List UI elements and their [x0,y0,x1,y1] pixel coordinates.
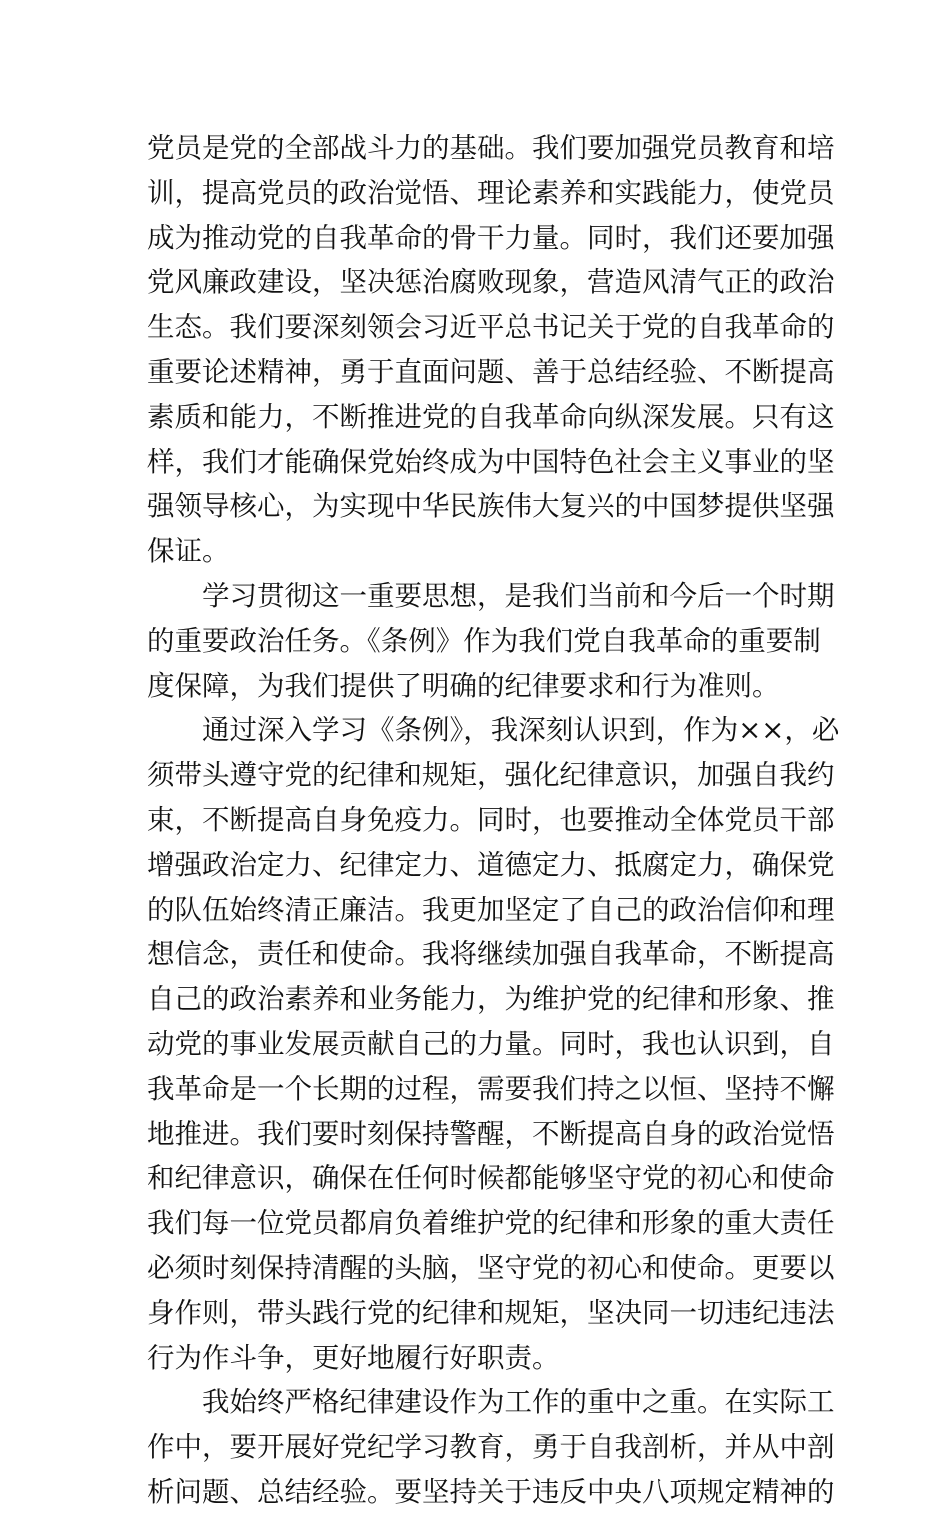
body-text [147,126,840,1515]
text-line: 的队伍始终清正廉洁。我更加坚定了自己的政治信仰和理 [147,893,835,926]
text-line: 增强政治定力、纪律定力、道德定力、抵腐定力，确保党 [147,848,835,881]
text-line: 我革命是一个长期的过程，需要我们持之以恒、坚持不懈 [147,1072,835,1105]
text-line: 成为推动党的自我革命的骨干力量。同时，我们还要加强 [147,221,835,254]
text-line: 身作则，带头践行党的纪律和规矩，坚决同一切违纪违法 [147,1296,835,1329]
text-line: 训，提高党员的政治觉悟、理论素养和实践能力，使党员 [147,176,835,209]
paragraph-first-line: 学习贯彻这一重要思想，是我们当前和今后一个时期 [202,579,835,612]
text-line: 度保障，为我们提供了明确的纪律要求和行为准则。 [147,669,780,702]
text-line: 须带头遵守党的纪律和规矩，强化纪律意识，加强自我约 [147,759,835,792]
text-line: 党风廉政建设，坚决惩治腐败现象，营造风清气正的政治 [147,266,835,299]
text-line: 地推进。我们要时刻保持警醒，不断提高自身的政治觉悟 [147,1117,835,1150]
text-line: 行为作斗争，更好地履行好职责。 [147,1341,560,1374]
text-line: 作中，要开展好党纪学习教育，勇于自我剖析，并从中剖 [147,1431,835,1464]
text-line: 自己的政治素养和业务能力，为维护党的纪律和形象、推 [147,983,835,1016]
text-line: 重要论述精神，勇于直面问题、善于总结经验、不断提高 [147,355,835,388]
text-line: 析问题、总结经验。要坚持关于违反中央八项规定精神的 [147,1475,835,1508]
text-line: 想信念，责任和使命。我将继续加强自我革命，不断提高 [147,938,835,971]
text-line: 和纪律意识，确保在任何时候都能够坚守党的初心和使命 [147,1162,835,1195]
text-line: 生态。我们要深刻领会习近平总书记关于党的自我革命的 [147,311,835,344]
text-line: 的重要政治任务。《条例》作为我们党自我革命的重要制 [147,624,821,657]
text-line: 样，我们才能确保党始终成为中国特色社会主义事业的坚 [147,445,835,478]
text-line: 束，不断提高自身免疫力。同时，也要推动全体党员干部 [147,803,835,836]
paragraph-first-line: 我始终严格纪律建设作为工作的重中之重。在实际工 [202,1386,835,1419]
text-line: 素质和能力，不断推进党的自我革命向纵深发展。只有这 [147,400,835,433]
paragraph-first-line: 通过深入学习《条例》，我深刻认识到，作为××，必 [202,714,840,747]
text-line: 保证。 [147,535,230,568]
text-line: 强领导核心，为实现中华民族伟大复兴的中国梦提供坚强 [147,490,835,523]
text-line: 我们每一位党员都肩负着维护党的纪律和形象的重大责任 [147,1207,835,1240]
text-line: 必须时刻保持清醒的头脑，坚守党的初心和使命。更要以 [147,1251,835,1284]
text-line: 党员是党的全部战斗力的基础。我们要加强党员教育和培 [147,132,835,164]
text-line: 动党的事业发展贡献自己的力量。同时，我也认识到，自 [147,1027,835,1060]
